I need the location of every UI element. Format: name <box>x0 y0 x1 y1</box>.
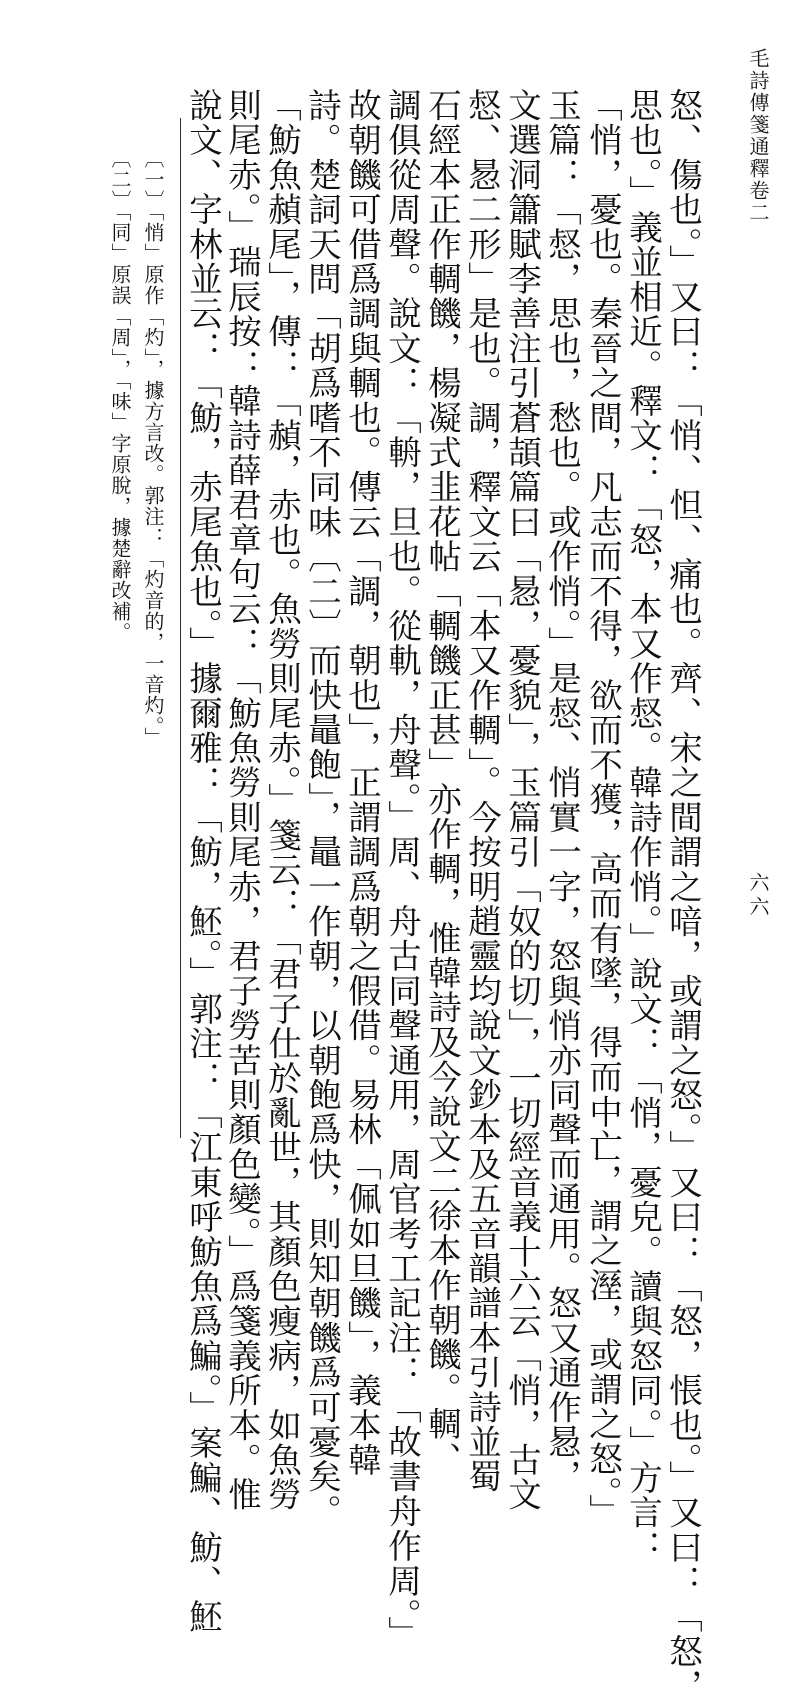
text-column: 怒、傷也。」又曰：「悄、怛、痛也。齊、宋之間謂之喑，或謂之怒。」又曰：「怒，悵也。」又曰：「怒， <box>663 88 703 1703</box>
footnote: 〔一〕「悄」原作「灼」，據方言改。郭注：「灼音的，一音灼。」 <box>141 148 165 748</box>
running-head: 毛詩傳箋通釋卷二 <box>746 48 770 224</box>
text-column: 「悄，憂也。秦晉之間，凡志而不得，欲而不獲，高而有墜，得而中亡，謂之溼，或謂之怒。」 <box>583 88 623 1529</box>
text-column: 調俱從周聲。說文：「輈，旦也。從軌，舟聲。」周、舟古同聲通用，周官考工記注：「故書舟作周。」 <box>382 88 422 1651</box>
footnote-divider <box>180 118 181 1138</box>
footnote: 〔二〕「同」原誤「周」，「味」字原脫，據楚辭改補。 <box>108 148 132 643</box>
text-column: 玉篇：「惄，思也，愁也。或作悄。」是惄、悄實一字，怒與悄亦同聲而通用。怒又通作惖， <box>542 88 582 1494</box>
text-column: 故朝饑可借爲調與輖也。傳云「調，朝也」，正謂調爲朝之假借。易林「佩如旦饑」，義本韓 <box>342 88 382 1478</box>
text-column: 說文、字林並云：「魴，赤尾魚也。」據爾雅：「魴，魾。」郭注：「江東呼魴魚爲鯿。」案鯿、魴、魾 <box>183 88 223 1634</box>
text-column: 詩。楚詞天問「胡爲嗜不同味〔二〕而快鼂飽」，鼂一作朝，以朝飽爲快，則知朝饑爲可憂矣。 <box>302 88 342 1529</box>
text-column: 惄、惖二形」是也。調，釋文云「本又作輖」。今按明趙靈均說文鈔本及五音韻譜本引詩並蜀 <box>462 88 502 1494</box>
text-column: 思也。」義並相近。釋文：「怒，本又作惄。韓詩作悄。」說文：「悄，憂皃。讀與怒同。」方言： <box>623 88 663 1565</box>
page-number: 六六 <box>746 872 770 920</box>
text-column: 「魴魚赬尾」，傳：「赬，赤也。魚勞則尾赤。」箋云：「君子仕於亂世，其顏色瘦病，如魚勞 <box>262 88 302 1512</box>
text-column: 石經本正作輖饑，楊凝式韭花帖「輖饑正甚」亦作輖，惟韓詩及今說文二徐本作朝饑。輖、 <box>422 88 462 1476</box>
text-column: 文選洞簫賦李善注引蒼頡篇曰「惖，憂貌」，玉篇引「奴的切」，一切經音義十六云「悄，古文 <box>502 88 542 1512</box>
text-column: 則尾赤。」瑞辰按：韓詩薛君章句云：「魴魚勞則尾赤，君子勞苦則顏色變。」爲箋義所本。惟 <box>222 88 262 1512</box>
